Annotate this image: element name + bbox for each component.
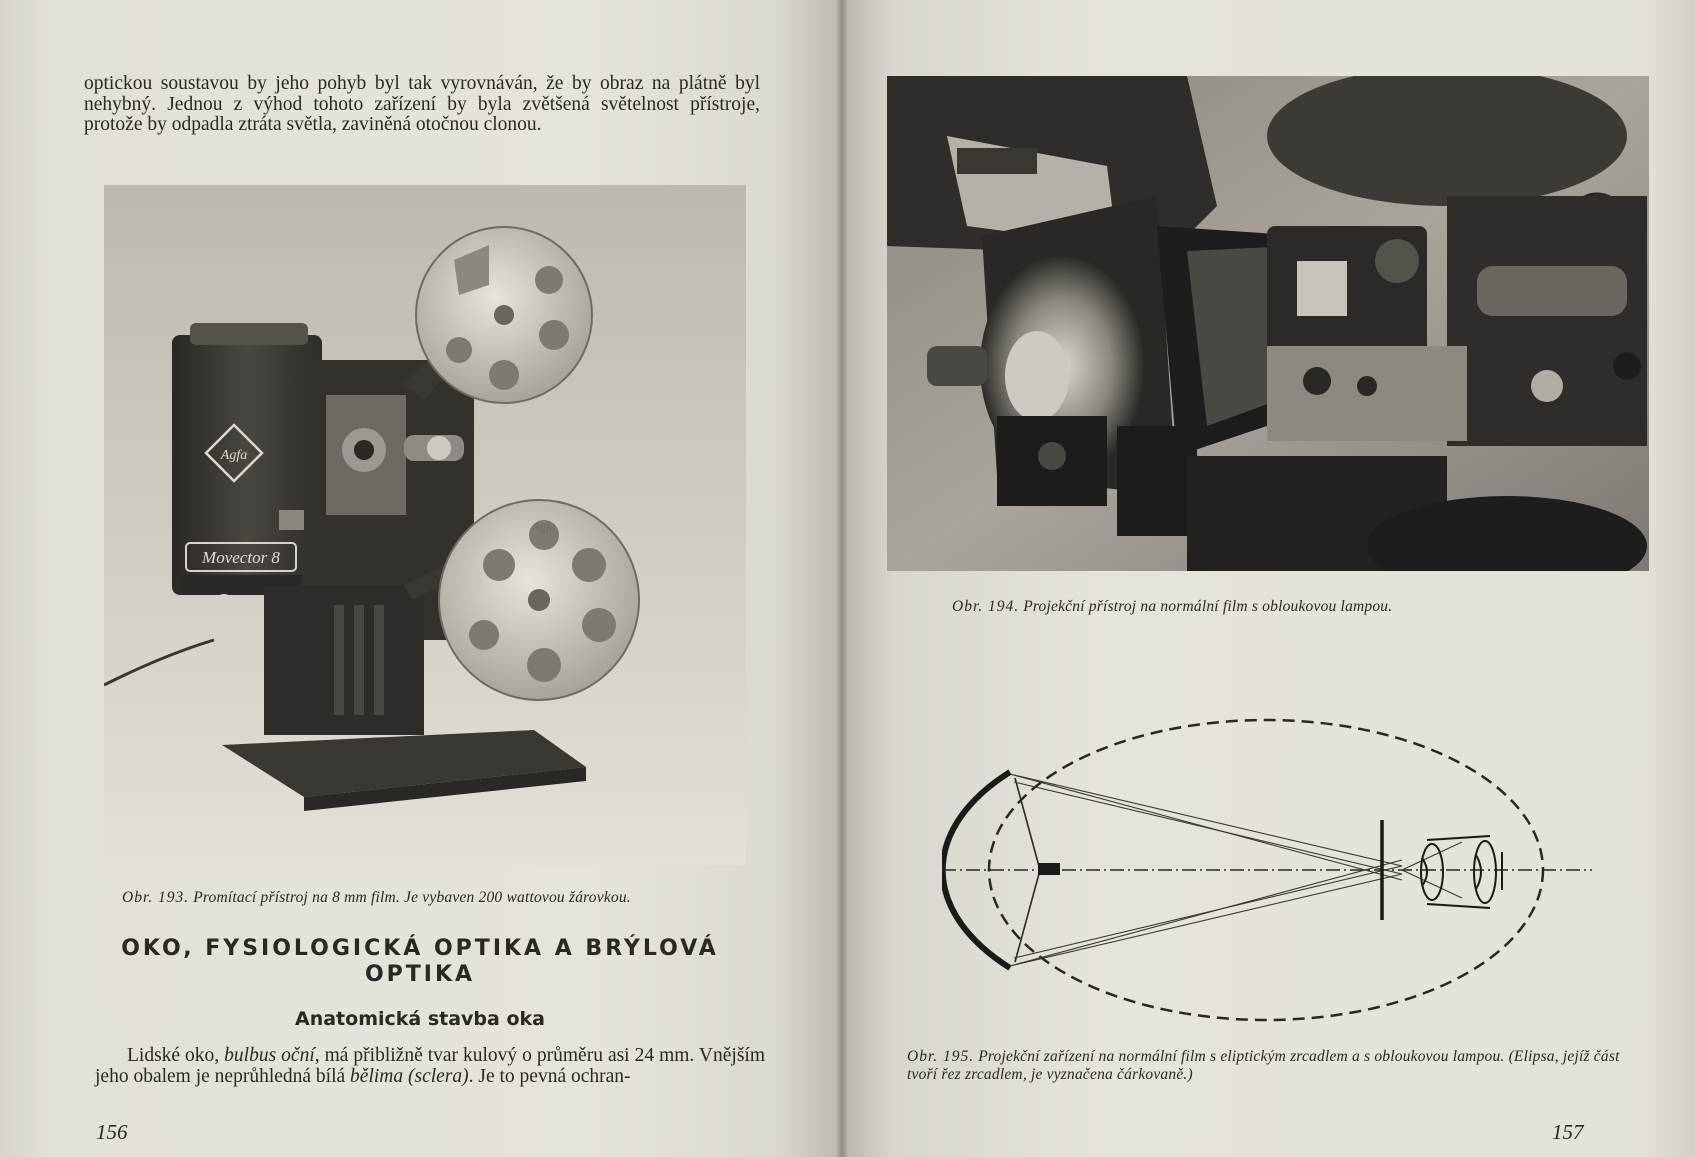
body-text-part-3: . Je to pevná ochran- bbox=[468, 1065, 631, 1087]
figure-194-photo bbox=[887, 76, 1649, 571]
figure-193-caption-text: Promítací přístroj na 8 mm film. Je vybaven 200 wattovou žárovkou. bbox=[193, 889, 631, 906]
book-gutter bbox=[836, 0, 848, 1157]
figure-195-caption-label: Obr. 195. bbox=[907, 1048, 975, 1065]
projector-illustration bbox=[104, 185, 746, 865]
left-page bbox=[0, 0, 842, 1157]
arc-lamp-carbons bbox=[1038, 863, 1060, 875]
body-term-belima: bělima (sclera) bbox=[350, 1065, 469, 1087]
body-text-part-2: , má přibližně tvar kulový o průměru asi 24 mm. Vnějším jeho obalem je neprůhledná bílá bbox=[95, 1045, 765, 1087]
section-heading: Anatomická stavba oka bbox=[295, 1008, 545, 1030]
chapter-heading-line1: OKO, FYSIOLOGICKÁ OPTIKA A BRÝLOVÁ bbox=[121, 936, 719, 961]
svg-text:Agfa: Agfa bbox=[220, 448, 248, 463]
svg-text:Agfa: Agfa bbox=[532, 519, 556, 533]
figure-193-caption bbox=[122, 888, 762, 907]
figure-193-caption-label: Obr. 193. bbox=[122, 889, 190, 906]
body-paragraph bbox=[95, 1046, 765, 1087]
arc-projector-illustration bbox=[887, 76, 1649, 571]
figure-195-diagram bbox=[942, 690, 1602, 1030]
svg-text:Movector 8: Movector 8 bbox=[202, 548, 280, 567]
figure-194-caption bbox=[952, 597, 1672, 616]
intro-paragraph: optickou soustavou by jeho pohyb byl tak vyrovnáván, že by obraz na plátně byl nehybný. Jednou z výhod tohoto zařízení by byla zvětšená světelnost přístroje, protože by odpadla ztráta světla, zaviněná otočnou clonou. bbox=[84, 73, 760, 135]
figure-193-photo bbox=[104, 185, 746, 865]
body-term-bulbus: bulbus oční bbox=[224, 1045, 315, 1066]
body-text-part-1: Lidské oko, bbox=[127, 1045, 225, 1066]
figure-194-caption-text: Projekční přístroj na normální film s obloukovou lampou. bbox=[1023, 598, 1393, 615]
page-number-right: 157 bbox=[1552, 1120, 1584, 1144]
right-page bbox=[842, 0, 1695, 1157]
figure-195-caption bbox=[907, 1048, 1647, 1084]
figure-194-caption-label: Obr. 194. bbox=[952, 598, 1020, 615]
figure-195-caption-text: Projekční zařízení na normální film s eliptickým zrcadlem a s obloukovou lampou. (Elipsa, jejíž část tvoří řez zrcadlem, je vyznačena čárkovaně.) bbox=[907, 1048, 1620, 1083]
chapter-heading-line2: OPTIKA bbox=[364, 962, 476, 987]
page-number-left: 156 bbox=[96, 1120, 128, 1144]
